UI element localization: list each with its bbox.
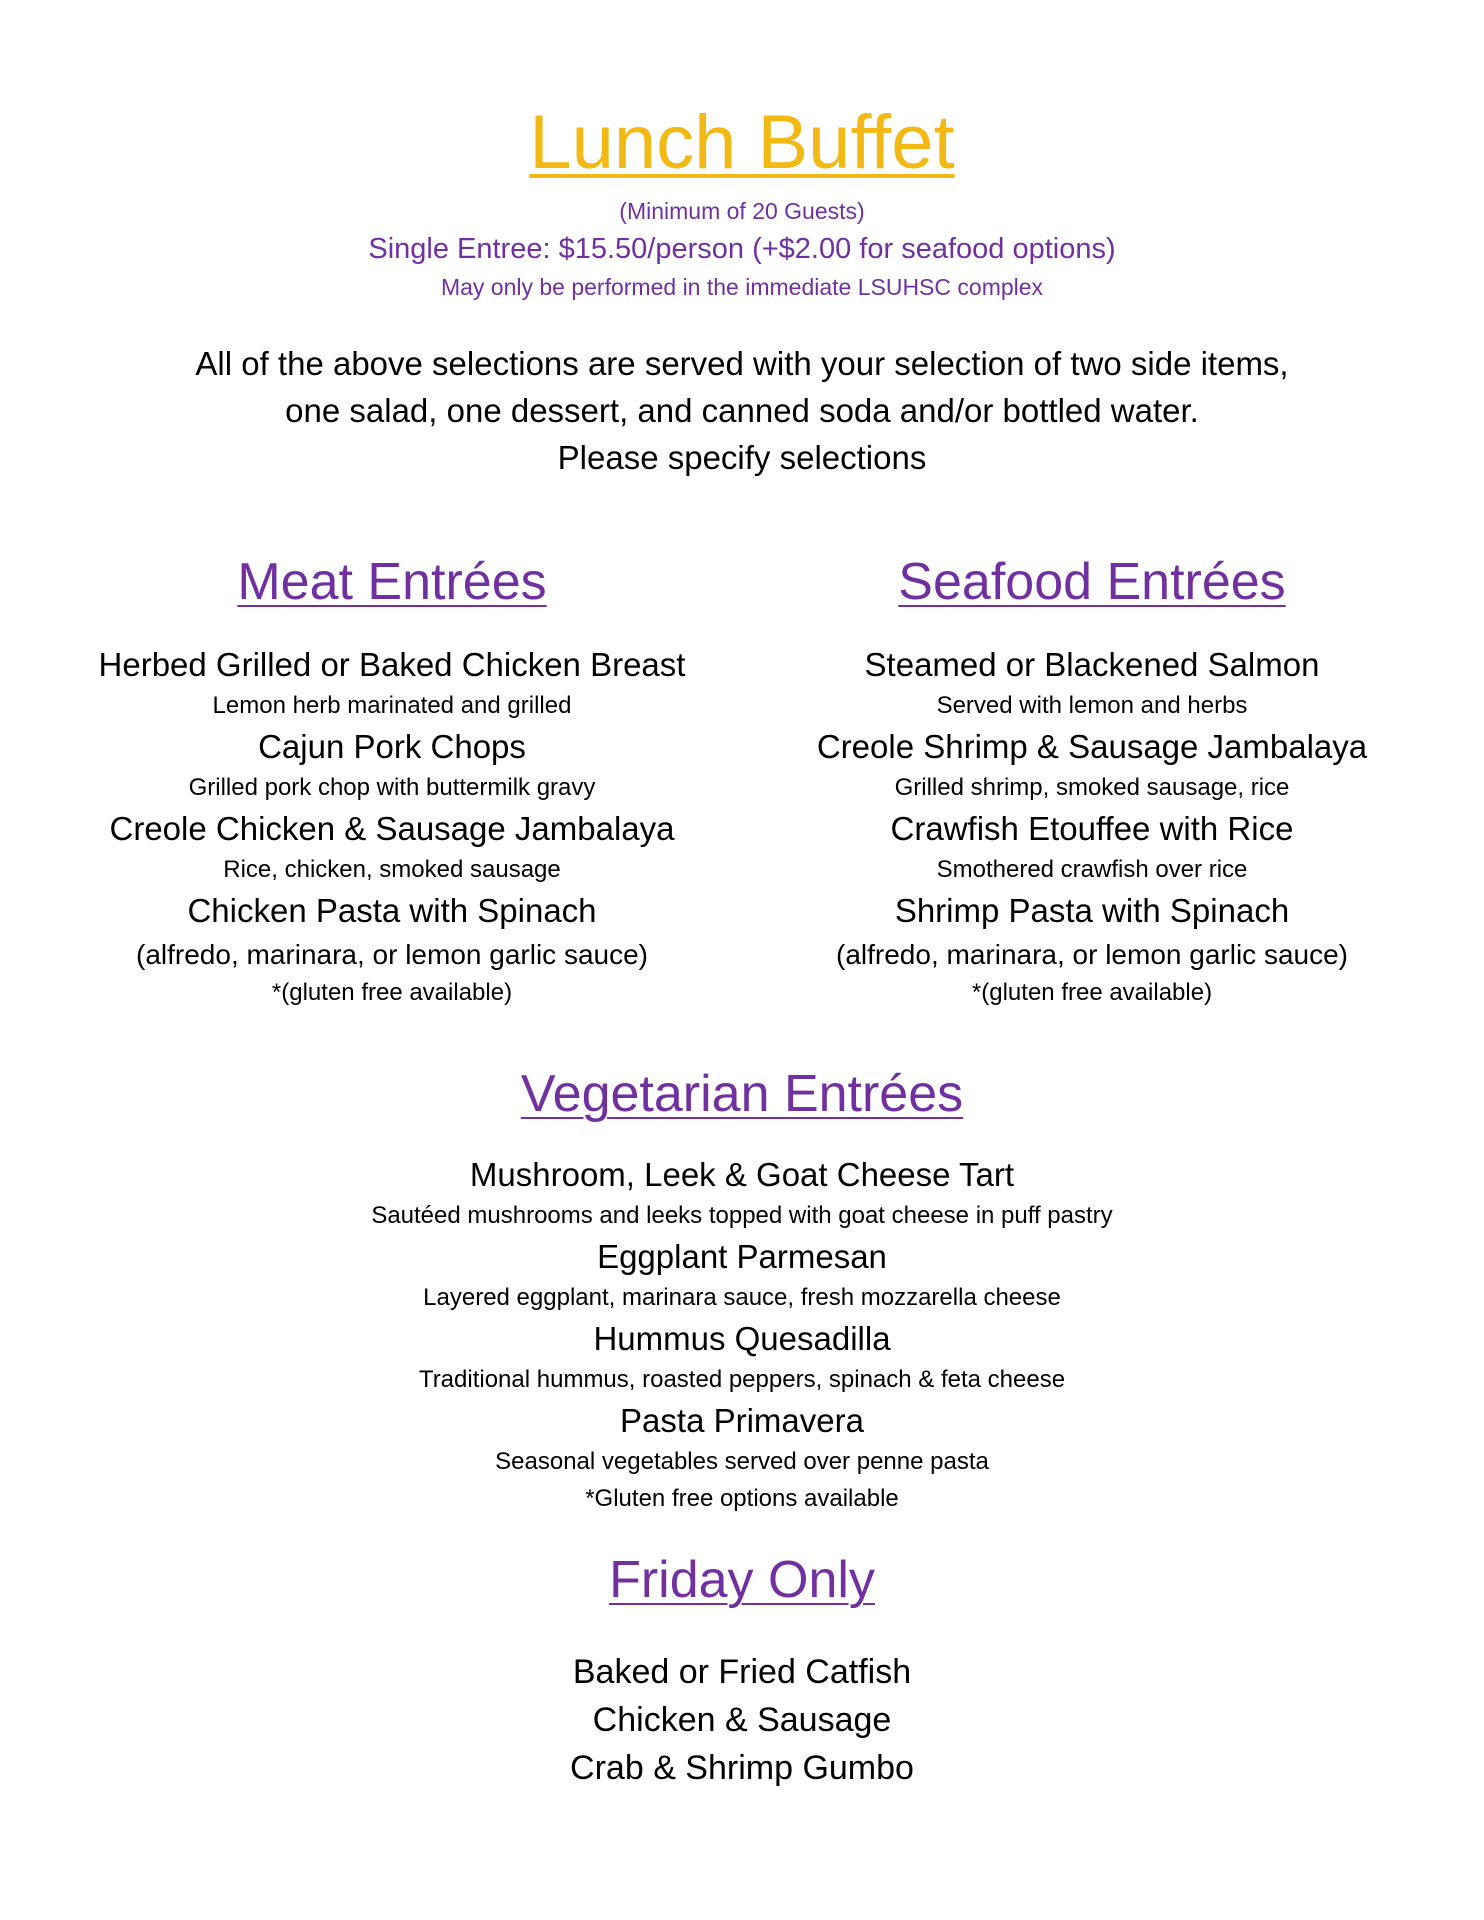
meat-entrees-heading: Meat Entrées xyxy=(237,553,547,611)
menu-item-name: Crawfish Etouffee with Rice xyxy=(890,810,1294,847)
menu-item-description: Sautéed mushrooms and leeks topped with goat cheese in puff pastry xyxy=(371,1202,1113,1229)
price-line: Single Entree: $15.50/person (+$2.00 for seafood options) xyxy=(368,233,1116,265)
friday-only-list xyxy=(0,1648,1484,1792)
meat-entrees-section xyxy=(42,550,742,1010)
intro-text xyxy=(0,340,1484,481)
location-note: May only be performed in the immediate LSUHSC complex xyxy=(440,274,1044,300)
gluten-free-note: *Gluten free options available xyxy=(585,1485,899,1512)
sauce-options: (alfredo, marinara, or lemon garlic sauce) xyxy=(836,939,1348,970)
menu-item-name: Chicken Pasta with Spinach xyxy=(187,892,597,929)
minimum-guests-note: (Minimum of 20 Guests) xyxy=(619,198,865,224)
meat-entrees-list xyxy=(42,642,742,1010)
menu-item-description: Grilled shrimp, smoked sausage, rice xyxy=(894,774,1290,801)
menu-item-description: Rice, chicken, smoked sausage xyxy=(223,856,561,883)
menu-item-name: Mushroom, Leek & Goat Cheese Tart xyxy=(469,1156,1015,1193)
menu-item-name: Creole Shrimp & Sausage Jambalaya xyxy=(816,728,1368,765)
page-title: Lunch Buffet xyxy=(529,100,955,185)
friday-only-section xyxy=(0,1548,1484,1792)
menu-item-description: Smothered crawfish over rice xyxy=(936,856,1248,883)
menu-item-name: Shrimp Pasta with Spinach xyxy=(894,892,1290,929)
menu-item-name: Steamed or Blackened Salmon xyxy=(864,646,1320,683)
menu-item-description: Served with lemon and herbs xyxy=(936,692,1248,719)
menu-item-name: Chicken & Sausage xyxy=(592,1701,892,1739)
vegetarian-entrees-heading: Vegetarian Entrées xyxy=(520,1065,964,1123)
menu-item-description: Grilled pork chop with buttermilk gravy xyxy=(188,774,596,801)
menu-item-name: Pasta Primavera xyxy=(620,1402,864,1439)
menu-item-name: Crab & Shrimp Gumbo xyxy=(570,1749,914,1787)
vegetarian-entrees-list xyxy=(0,1152,1484,1518)
gluten-free-note: *(gluten free available) xyxy=(971,979,1213,1006)
menu-item-name: Creole Chicken & Sausage Jambalaya xyxy=(109,810,675,847)
vegetarian-entrees-section xyxy=(0,1062,1484,1518)
menu-item-description: Seasonal vegetables served over penne pasta xyxy=(495,1448,989,1475)
menu-item-name: Eggplant Parmesan xyxy=(597,1238,887,1275)
menu-item-name: Cajun Pork Chops xyxy=(258,728,526,765)
menu-item-name: Herbed Grilled or Baked Chicken Breast xyxy=(98,646,686,683)
seafood-entrees-section xyxy=(742,550,1442,1010)
sauce-options: (alfredo, marinara, or lemon garlic sauce) xyxy=(136,939,648,970)
menu-item-description: Lemon herb marinated and grilled xyxy=(212,692,572,719)
menu-item-name: Baked or Fried Catfish xyxy=(572,1653,912,1691)
friday-only-heading: Friday Only xyxy=(609,1551,875,1609)
seafood-entrees-heading: Seafood Entrées xyxy=(898,553,1286,611)
intro-line: All of the above selections are served with your selection of two side items, xyxy=(195,345,1289,382)
menu-item-description: Traditional hummus, roasted peppers, spinach & feta cheese xyxy=(418,1366,1066,1393)
seafood-entrees-list xyxy=(742,642,1442,1010)
menu-item-name: Hummus Quesadilla xyxy=(593,1320,891,1357)
menu-item-description: Layered eggplant, marinara sauce, fresh mozzarella cheese xyxy=(423,1284,1061,1311)
gluten-free-note: *(gluten free available) xyxy=(271,979,513,1006)
intro-line: Please specify selections xyxy=(557,439,927,476)
intro-line: one salad, one dessert, and canned soda and/or bottled water. xyxy=(285,392,1199,429)
